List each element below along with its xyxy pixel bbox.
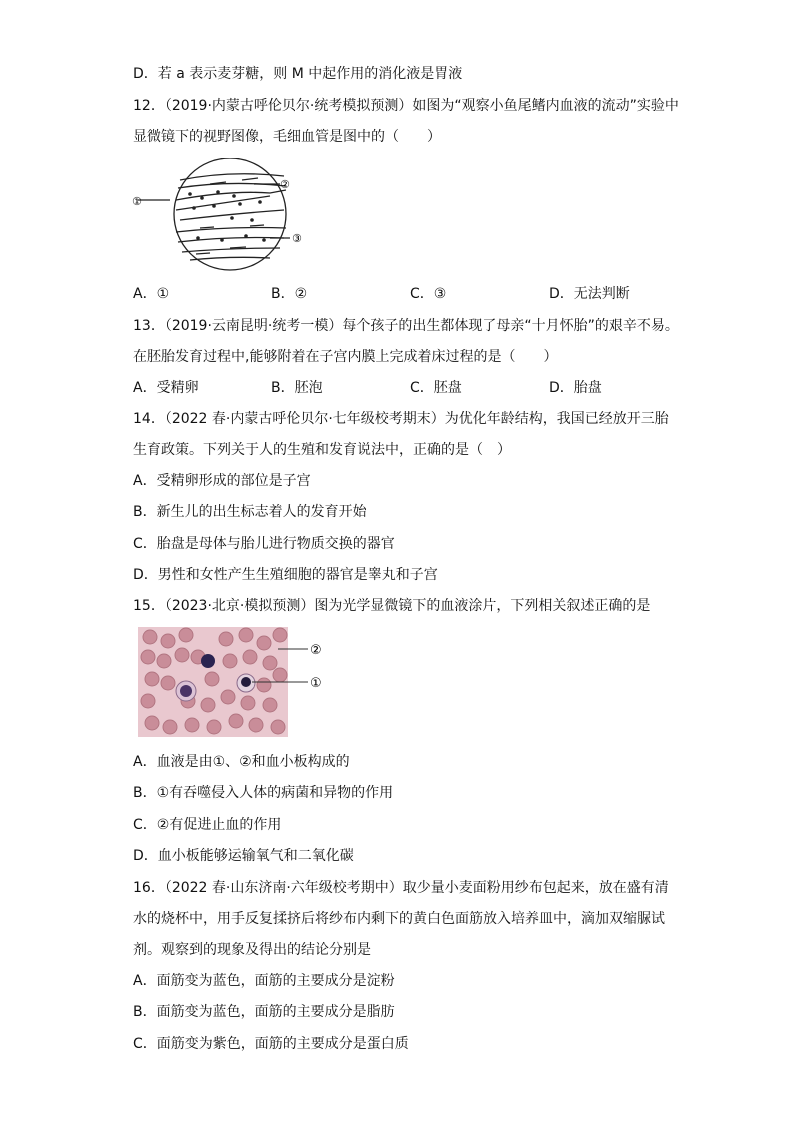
q12-option-b: B．② <box>271 286 308 302</box>
q12-option-a: A．① <box>133 286 170 302</box>
q13-stem-line2: 在胚胎发育过程中,能够附着在子宫内膜上完成着床过程的是（ ） <box>133 349 558 365</box>
blood-smear-figure <box>138 627 338 737</box>
q12-option-c: C．③ <box>410 286 447 302</box>
q15-option-c: C．②有促进止血的作用 <box>133 817 282 833</box>
q15-figure-label-1: ① <box>310 676 322 691</box>
q11-option-d: D．若 a 表示麦芽糖，则 M 中起作用的消化液是胃液 <box>133 66 463 82</box>
q16-option-c: C．面筋变为紫色，面筋的主要成分是蛋白质 <box>133 1036 409 1052</box>
q16-stem-line2: 水的烧杯中，用手反复揉挤后将纱布内剩下的黄白色面筋放入培养皿中，滴加双缩脲试 <box>133 911 665 927</box>
q14-option-b: B．新生儿的出生标志着人的发育开始 <box>133 504 367 520</box>
q16-stem-line1: 16．（2022 春·山东济南·六年级校考期中）取少量小麦面粉用纱布包起来，放在盛有清 <box>133 880 669 896</box>
q12-figure-label-2: ② <box>280 178 290 191</box>
q14-option-d: D．男性和女性产生生殖细胞的器官是睾丸和子宫 <box>133 567 438 583</box>
fish-tail-capillary-figure <box>130 158 320 274</box>
q15-option-b: B．①有吞噬侵入人体的病菌和异物的作用 <box>133 785 394 801</box>
q16-option-b: B．面筋变为蓝色，面筋的主要成分是脂肪 <box>133 1004 395 1020</box>
q13-option-a: A．受精卵 <box>133 380 199 396</box>
q12-stem-line2: 显微镜下的视野图像，毛细血管是图中的（ ） <box>133 129 441 145</box>
q15-stem-line1: 15．（2023·北京·模拟预测）图为光学显微镜下的血液涂片，下列相关叙述正确的是 <box>133 598 651 614</box>
q12-stem-line1: 12．（2019·内蒙古呼伦贝尔·统考模拟预测）如图为“观察小鱼尾鳍内血液的流动”实验中 <box>133 98 679 114</box>
q12-figure-label-1: ① <box>132 195 142 208</box>
q13-option-b: B．胚泡 <box>271 380 323 396</box>
q13-stem-line1: 13．（2019·云南昆明·统考一模）每个孩子的出生都体现了母亲“十月怀胎”的艰辛不易。 <box>133 318 679 334</box>
q15-option-d: D．血小板能够运输氧气和二氧化碳 <box>133 848 354 864</box>
q12-figure-label-3: ③ <box>292 232 302 245</box>
q15-option-a: A．血液是由①、②和血小板构成的 <box>133 754 350 770</box>
q13-option-c: C．胚盘 <box>410 380 462 396</box>
q16-option-a: A．面筋变为蓝色，面筋的主要成分是淀粉 <box>133 973 395 989</box>
q14-stem-line1: 14．（2022 春·内蒙古呼伦贝尔·七年级校考期末）为优化年龄结构，我国已经放开三胎 <box>133 411 669 427</box>
q14-option-c: C．胎盘是母体与胎儿进行物质交换的器官 <box>133 536 395 552</box>
q15-figure-label-2: ② <box>310 643 322 658</box>
q13-option-d: D．胎盘 <box>549 380 602 396</box>
q14-option-a: A．受精卵形成的部位是子宫 <box>133 473 311 489</box>
q12-option-d: D．无法判断 <box>549 286 630 302</box>
q14-stem-line2: 生育政策。下列关于人的生殖和发育说法中，正确的是（ ） <box>133 442 511 458</box>
q16-stem-line3: 剂。观察到的现象及得出的结论分别是 <box>133 942 371 958</box>
